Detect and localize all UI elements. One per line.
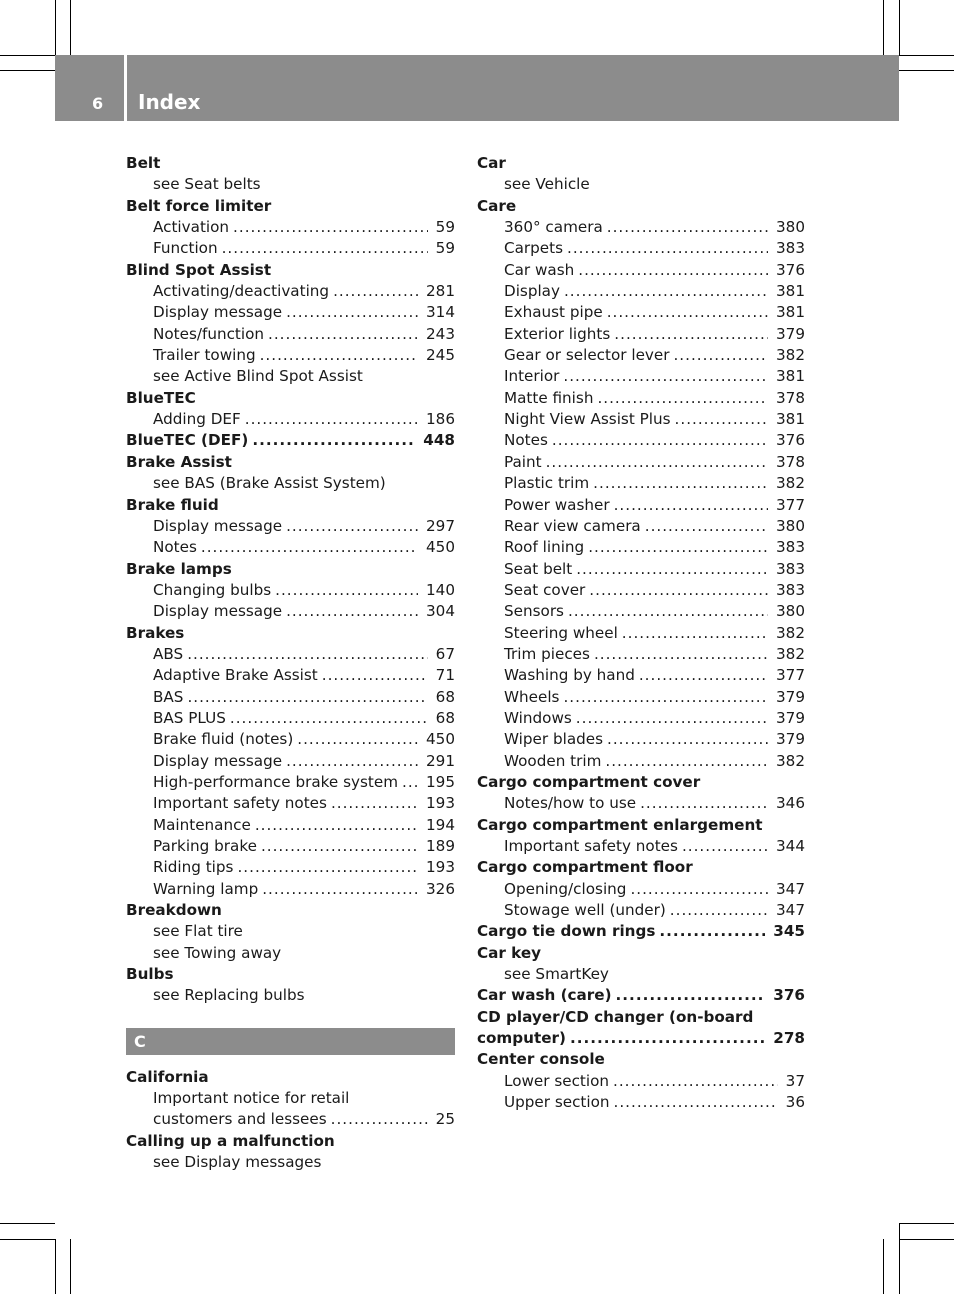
dot-leader: [605, 751, 768, 772]
index-subentry: [477, 900, 805, 921]
index-subentry: [477, 217, 805, 238]
page-reference: 380: [776, 218, 805, 237]
entry-text: Roof lining: [504, 538, 585, 557]
entry-text: High-performance brake system: [153, 772, 399, 791]
page-reference: 291: [426, 751, 455, 770]
crop-mark: [899, 55, 954, 56]
entry-text: Adding DEF: [153, 410, 241, 429]
page-reference: 382: [776, 644, 805, 663]
page-reference: 345: [773, 922, 805, 941]
entry-text: Lower section: [504, 1071, 610, 1090]
index-subentry: [477, 729, 805, 750]
dot-leader: [614, 495, 768, 516]
index-subentry: [126, 580, 455, 601]
page-reference: 378: [776, 388, 805, 407]
crop-mark: [70, 1239, 71, 1294]
index-subentry: see Towing away: [153, 943, 282, 962]
entry-text: Trim pieces: [504, 644, 590, 663]
page-reference: 314: [426, 303, 455, 322]
entry-text: Rear view camera: [504, 516, 641, 535]
index-heading: Brake fluid: [126, 495, 219, 514]
index-subentry: [477, 409, 805, 430]
entry-text: Power washer: [504, 495, 610, 514]
page-reference: 243: [426, 324, 455, 343]
crop-mark: [0, 55, 55, 56]
index-subentry: see SmartKey: [504, 965, 609, 984]
index-subentry: [126, 516, 455, 537]
index-heading: Care: [477, 196, 517, 215]
entry-text: Night View Assist Plus: [504, 410, 671, 429]
page-reference: 381: [776, 410, 805, 429]
page-reference: 194: [426, 815, 455, 834]
entry-text: Paint: [504, 452, 542, 471]
page-reference: 278: [773, 1029, 805, 1048]
index-subentry: [126, 345, 455, 366]
entry-text: Washing by hand: [504, 666, 635, 685]
index-subentry: [126, 217, 455, 238]
page-reference: 377: [776, 495, 805, 514]
index-subentry: [126, 815, 455, 836]
dot-leader: [613, 1071, 778, 1092]
index-subentry: [126, 644, 455, 665]
dot-leader: [673, 345, 768, 366]
page-reference: 186: [426, 410, 455, 429]
dot-leader: [570, 1028, 765, 1049]
index-heading: Bulbs: [126, 965, 174, 984]
entry-text: Matte finish: [504, 388, 594, 407]
entry-text: Car wash (care): [477, 986, 612, 1005]
page-reference: 380: [776, 516, 805, 535]
index-subentry: [477, 559, 805, 580]
dot-leader: [261, 836, 418, 857]
entry-text: Activating/deactivating: [153, 282, 330, 301]
page-reference: 59: [435, 218, 455, 237]
dot-leader: [260, 345, 418, 366]
dot-leader: [233, 217, 428, 238]
index-subentry: [477, 665, 805, 686]
entry-text: BAS: [153, 687, 184, 706]
page-reference: 68: [435, 708, 455, 727]
index-heading: Cargo compartment cover: [477, 772, 701, 791]
dot-leader: [333, 281, 418, 302]
entry-text: Wiper blades: [504, 730, 604, 749]
index-subentry: [126, 665, 455, 686]
index-subentry: [477, 1092, 805, 1113]
index-heading: Cargo compartment floor: [477, 858, 693, 877]
entry-text: computer): [477, 1029, 566, 1048]
entry-text: Windows: [504, 708, 572, 727]
page-reference: 450: [426, 538, 455, 557]
dot-leader: [607, 217, 768, 238]
index-subentry: [477, 345, 805, 366]
index-subentry: [477, 238, 805, 259]
entry-text: Stowage well (under): [504, 901, 666, 920]
page-reference: 379: [776, 687, 805, 706]
entry-text: Warning lamp: [153, 879, 259, 898]
dot-leader: [222, 238, 428, 259]
entry-text: Exterior lights: [504, 324, 611, 343]
entry-text: Important safety notes: [504, 837, 678, 855]
page-reference: 67: [435, 644, 455, 663]
index-subentry: [126, 729, 455, 750]
index-subentry: [477, 473, 805, 494]
page-reference: 448: [423, 431, 455, 450]
entry-text: Upper section: [504, 1093, 610, 1112]
entry-text: Opening/closing: [504, 879, 627, 898]
page-reference: 344: [776, 837, 805, 855]
crop-mark: [0, 1223, 55, 1224]
entry-text: Display message: [153, 303, 283, 322]
page-reference: 382: [776, 474, 805, 493]
index-heading: [477, 985, 805, 1006]
index-heading: Brakes: [126, 623, 185, 642]
page-reference: 379: [776, 708, 805, 727]
entry-text: Notes: [153, 538, 197, 557]
page-reference: 297: [426, 516, 455, 535]
page-reference: 379: [776, 730, 805, 749]
entry-text: Notes: [504, 431, 548, 450]
index-heading: Center console: [477, 1050, 605, 1069]
index-subentry: [477, 687, 805, 708]
entry-text: Wheels: [504, 687, 560, 706]
dot-leader: [576, 708, 768, 729]
page-reference: 37: [785, 1071, 805, 1090]
crop-mark: [883, 1239, 884, 1294]
page-reference: 346: [776, 794, 805, 813]
page-reference: 450: [426, 730, 455, 749]
entry-text: Parking brake: [153, 837, 257, 855]
page-reference: 382: [776, 346, 805, 365]
index-subentry: [477, 260, 805, 281]
page-reference: 382: [776, 751, 805, 770]
index-subentry: [477, 836, 805, 857]
entry-text: ABS: [153, 644, 184, 663]
entry-text: 360° camera: [504, 218, 603, 237]
index-subentry: see Active Blind Spot Assist: [153, 367, 363, 386]
index-heading: BlueTEC: [126, 388, 196, 407]
dot-leader: [286, 601, 418, 622]
dot-leader: [588, 537, 768, 558]
section-letter-c: C: [126, 1028, 455, 1055]
entry-text: Cargo tie down rings: [477, 922, 656, 941]
crop-mark: [0, 1239, 55, 1240]
index-subentry: see Replacing bulbs: [153, 986, 305, 1005]
crop-mark: [899, 1239, 954, 1240]
dot-leader: [268, 324, 418, 345]
index-subentry: [126, 1109, 455, 1130]
index-heading: Breakdown: [126, 901, 222, 920]
index-subentry: [126, 879, 455, 900]
page-reference: 59: [435, 239, 455, 258]
page-reference: 193: [426, 858, 455, 877]
index-subentry: [126, 238, 455, 259]
index-subentry: [477, 793, 805, 814]
index-heading: Belt force limiter: [126, 196, 272, 215]
dot-leader: [563, 366, 768, 387]
index-subentry: [477, 281, 805, 302]
index-subentry: [126, 708, 455, 729]
dot-leader: [607, 302, 768, 323]
crop-mark: [899, 1223, 954, 1224]
dot-leader: [564, 281, 768, 302]
entry-text: Car wash: [504, 260, 575, 279]
index-subentry: [477, 879, 805, 900]
index-heading: [126, 430, 455, 451]
entry-text: Seat belt: [504, 559, 573, 578]
entry-text: Function: [153, 239, 218, 258]
page-reference: 383: [776, 538, 805, 557]
entry-text: Steering wheel: [504, 623, 618, 642]
dot-leader: [616, 985, 766, 1006]
dot-leader: [187, 687, 427, 708]
dot-leader: [322, 665, 428, 686]
dot-leader: [614, 1092, 778, 1113]
dot-leader: [578, 260, 768, 281]
index-subentry: [477, 302, 805, 323]
index-subentry: [477, 623, 805, 644]
index-subentry: [126, 409, 455, 430]
page-reference: 25: [435, 1110, 455, 1129]
index-column-left: [126, 153, 455, 1173]
index-subentry: [477, 495, 805, 516]
index-heading: Car key: [477, 943, 542, 962]
index-heading: Cargo compartment enlargement: [477, 815, 763, 834]
page-reference: 381: [776, 367, 805, 386]
dot-leader: [552, 430, 768, 451]
page-reference: 383: [776, 559, 805, 578]
index-heading: Car: [477, 154, 506, 172]
dot-leader: [286, 302, 418, 323]
entry-text: Riding tips: [153, 858, 234, 877]
index-subentry: [477, 366, 805, 387]
index-subentry: [126, 324, 455, 345]
index-subentry: [477, 324, 805, 345]
dot-leader: [331, 1109, 428, 1130]
index-subentry: [477, 516, 805, 537]
index-subentry: [126, 537, 455, 558]
index-subentry: [126, 772, 455, 793]
entry-text: Adaptive Brake Assist: [153, 666, 318, 685]
dot-leader: [255, 815, 418, 836]
index-subentry: see Flat tire: [153, 922, 243, 941]
entry-text: BlueTEC (DEF): [126, 431, 249, 450]
dot-leader: [682, 836, 768, 857]
index-heading: Brake Assist: [126, 452, 232, 471]
crop-mark: [883, 0, 884, 55]
index-subentry: [477, 708, 805, 729]
dot-leader: [614, 324, 768, 345]
entry-text: BAS PLUS: [153, 708, 226, 727]
entry-text: Display message: [153, 751, 283, 770]
page-reference: 377: [776, 666, 805, 685]
index-subentry: [477, 751, 805, 772]
dot-leader: [546, 452, 768, 473]
entry-text: Carpets: [504, 239, 564, 258]
entry-text: Exhaust pipe: [504, 303, 603, 322]
crop-mark: [55, 1239, 56, 1294]
crop-mark: [899, 0, 900, 55]
index-subentry: [126, 793, 455, 814]
index-heading: Blind Spot Assist: [126, 260, 272, 279]
dot-leader: [252, 430, 415, 451]
dot-leader: [563, 687, 768, 708]
index-subentry: [477, 1071, 805, 1092]
index-heading: California: [126, 1067, 209, 1086]
entry-text: Trailer towing: [153, 346, 256, 365]
page-reference: 382: [776, 623, 805, 642]
page-reference: 195: [426, 772, 455, 791]
index-subentry: [126, 302, 455, 323]
entry-text: Brake fluid (notes): [153, 730, 294, 749]
dot-leader: [576, 559, 768, 580]
dot-leader: [640, 793, 768, 814]
page-reference: 378: [776, 452, 805, 471]
page-number: 6: [92, 94, 104, 113]
dot-leader: [597, 388, 768, 409]
index-subentry: [126, 751, 455, 772]
dot-leader: [594, 644, 768, 665]
entry-text: Notes/how to use: [504, 794, 637, 813]
index-subentry: [126, 687, 455, 708]
entry-text: Display message: [153, 602, 283, 621]
page-reference: 383: [776, 580, 805, 599]
page-reference: 245: [426, 346, 455, 365]
dot-leader: [622, 623, 768, 644]
page-reference: 68: [435, 687, 455, 706]
entry-text: Interior: [504, 367, 560, 386]
dot-leader: [286, 516, 418, 537]
index-subentry: [477, 537, 805, 558]
index-column-right: [477, 153, 805, 1113]
crop-mark: [55, 0, 56, 55]
crop-mark: [899, 1223, 900, 1294]
dot-leader: [567, 238, 768, 259]
index-subentry: [126, 857, 455, 878]
index-subentry: [477, 388, 805, 409]
entry-text: Wooden trim: [504, 751, 602, 770]
dot-leader: [237, 857, 418, 878]
dot-leader: [670, 900, 768, 921]
entry-text: Seat cover: [504, 580, 586, 599]
dot-leader: [286, 751, 418, 772]
index-heading: [477, 921, 805, 942]
index-heading: Brake lamps: [126, 559, 232, 578]
dot-leader: [262, 879, 418, 900]
index-subentry: [126, 601, 455, 622]
entry-text: Notes/function: [153, 324, 265, 343]
page-reference: 376: [776, 431, 805, 450]
page-reference: 381: [776, 282, 805, 301]
entry-text: Changing bulbs: [153, 580, 272, 599]
entry-text: Plastic trim: [504, 474, 590, 493]
index-subentry: [126, 281, 455, 302]
page-reference: 326: [426, 879, 455, 898]
dot-leader: [275, 580, 418, 601]
dot-leader: [297, 729, 418, 750]
entry-text: Maintenance: [153, 815, 251, 834]
entry-text: Activation: [153, 218, 230, 237]
index-subentry: see BAS (Brake Assist System): [153, 474, 386, 493]
dot-leader: [402, 772, 418, 793]
dot-leader: [230, 708, 428, 729]
page-reference: 380: [776, 602, 805, 621]
page-reference: 376: [773, 986, 805, 1005]
dot-leader: [630, 879, 768, 900]
entry-text: customers and lessees: [153, 1110, 327, 1129]
dot-leader: [675, 409, 768, 430]
page-reference: 193: [426, 794, 455, 813]
index-subentry: [477, 644, 805, 665]
entry-text: Display message: [153, 516, 283, 535]
entry-text: Sensors: [504, 602, 564, 621]
page-reference: 379: [776, 324, 805, 343]
dot-leader: [589, 580, 768, 601]
index-heading: [477, 1028, 805, 1049]
dot-leader: [645, 516, 768, 537]
entry-text: Display: [504, 282, 560, 301]
dot-leader: [331, 793, 418, 814]
index-subentry: [477, 580, 805, 601]
page-reference: 140: [426, 580, 455, 599]
crop-mark: [899, 70, 954, 71]
index-subentry: [477, 452, 805, 473]
index-subentry: [477, 601, 805, 622]
page-title: Index: [138, 90, 201, 114]
page-reference: 304: [426, 602, 455, 621]
entry-text: Gear or selector lever: [504, 346, 670, 365]
crop-mark: [70, 0, 71, 55]
index-subentry: see Display messages: [153, 1153, 322, 1172]
page-reference: 36: [785, 1093, 805, 1112]
page-reference: 347: [776, 901, 805, 920]
index-heading: Calling up a malfunction: [126, 1131, 335, 1150]
dot-leader: [245, 409, 418, 430]
page-reference: 347: [776, 879, 805, 898]
page-reference: 71: [435, 666, 455, 685]
dot-leader: [201, 537, 418, 558]
dot-leader: [659, 921, 765, 942]
index-subentry: [477, 430, 805, 451]
page-reference: 376: [776, 260, 805, 279]
index-subentry: Important notice for retail: [153, 1089, 350, 1108]
page-reference: 281: [426, 282, 455, 301]
index-heading: Belt: [126, 154, 161, 172]
dot-leader: [607, 729, 768, 750]
page-reference: 383: [776, 239, 805, 258]
index-subentry: [126, 836, 455, 857]
dot-leader: [187, 644, 427, 665]
entry-text: Important safety notes: [153, 794, 327, 813]
dot-leader: [593, 473, 768, 494]
index-subentry: see Vehicle: [504, 175, 590, 194]
page-reference: 381: [776, 303, 805, 322]
dot-leader: [639, 665, 768, 686]
dot-leader: [568, 601, 768, 622]
index-heading: CD player/CD changer (on-board: [477, 1007, 754, 1026]
index-subentry: see Seat belts: [153, 175, 261, 194]
crop-mark: [0, 70, 55, 71]
header-divider: [124, 55, 127, 121]
page-reference: 189: [426, 837, 455, 855]
